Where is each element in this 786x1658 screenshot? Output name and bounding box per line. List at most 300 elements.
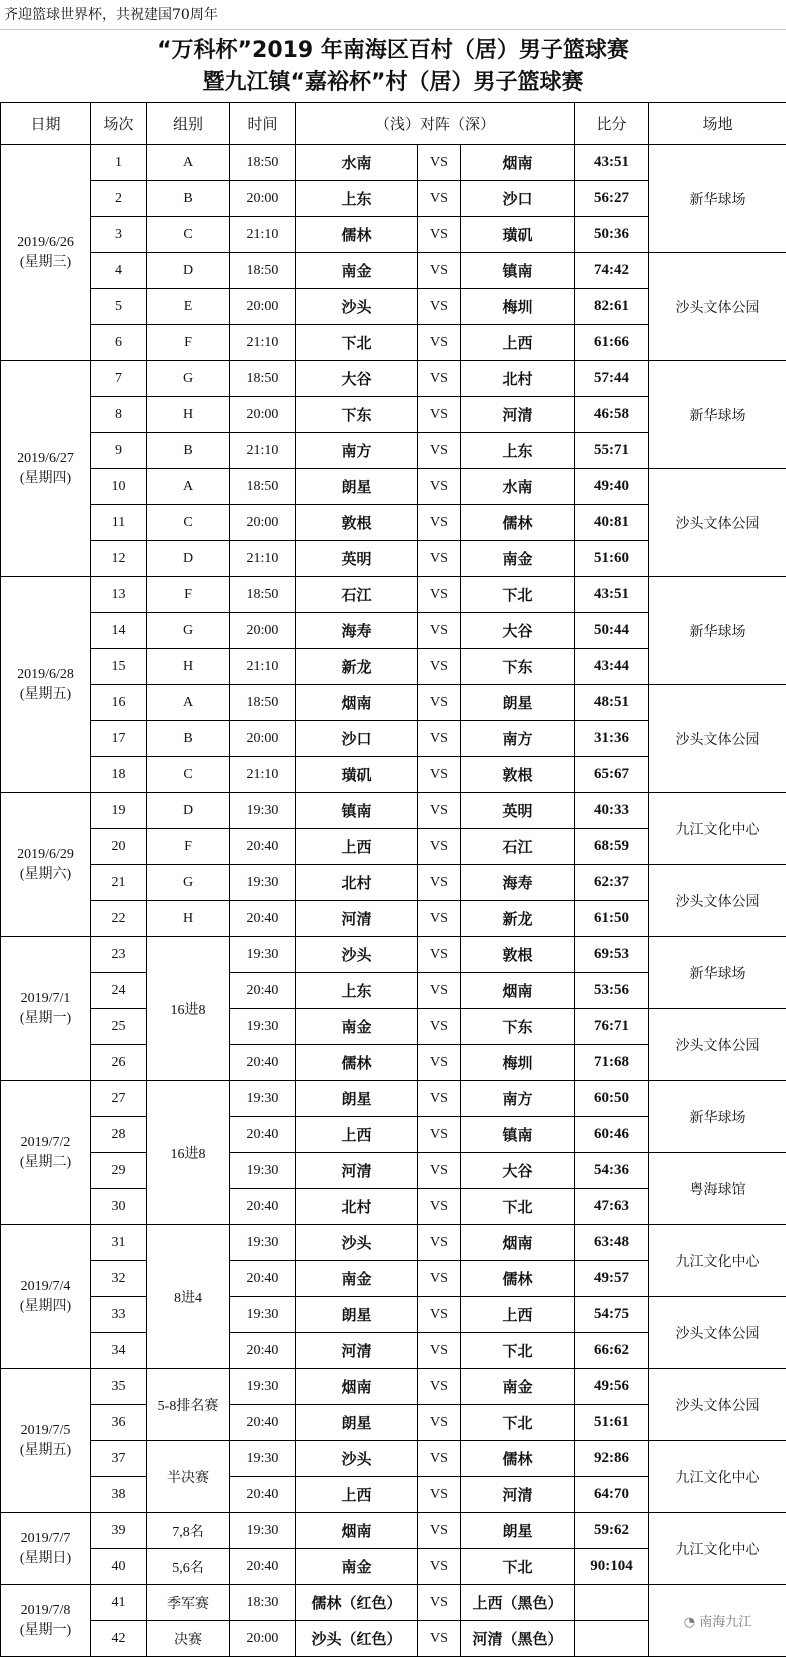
vs-label: VS bbox=[418, 433, 461, 469]
header-time: 时间 bbox=[230, 103, 296, 145]
home-team: 海寿 bbox=[296, 613, 418, 649]
group-cell: 5,6名 bbox=[147, 1549, 230, 1585]
group-cell: F bbox=[147, 829, 230, 865]
match-number: 10 bbox=[91, 469, 147, 505]
home-team: 下东 bbox=[296, 397, 418, 433]
match-time: 21:10 bbox=[230, 541, 296, 577]
group-cell: C bbox=[147, 505, 230, 541]
match-time: 21:10 bbox=[230, 433, 296, 469]
date-cell bbox=[1, 1369, 91, 1513]
home-team: 南金 bbox=[296, 253, 418, 289]
vs-label: VS bbox=[418, 1081, 461, 1117]
match-time: 20:40 bbox=[230, 1045, 296, 1081]
date-cell bbox=[1, 1225, 91, 1369]
match-time: 20:40 bbox=[230, 1477, 296, 1513]
venue-cell: 新华球场 bbox=[649, 361, 786, 469]
banner: 齐迎篮球世界杯，共祝建国70周年 bbox=[0, 0, 786, 30]
date-text: 2019/7/1 bbox=[20, 990, 71, 1006]
score: 68:59 bbox=[575, 829, 649, 865]
vs-label: VS bbox=[418, 1045, 461, 1081]
header-score: 比分 bbox=[575, 103, 649, 145]
home-team: 河清 bbox=[296, 1333, 418, 1369]
match-time: 18:50 bbox=[230, 145, 296, 181]
header-group: 组别 bbox=[147, 103, 230, 145]
group-cell: 5-8排名赛 bbox=[147, 1369, 230, 1441]
group-cell: B bbox=[147, 181, 230, 217]
score: 50:36 bbox=[575, 217, 649, 253]
home-team: 水南 bbox=[296, 145, 418, 181]
table-row bbox=[1, 1081, 786, 1117]
match-time: 18:50 bbox=[230, 685, 296, 721]
score: 43:51 bbox=[575, 145, 649, 181]
vs-label: VS bbox=[418, 973, 461, 1009]
home-team: 北村 bbox=[296, 865, 418, 901]
match-time: 21:10 bbox=[230, 217, 296, 253]
venue-cell: 沙头文体公园 bbox=[649, 1009, 786, 1081]
vs-label: VS bbox=[418, 253, 461, 289]
match-number: 30 bbox=[91, 1189, 147, 1225]
home-team: 石江 bbox=[296, 577, 418, 613]
score: 69:53 bbox=[575, 937, 649, 973]
score: 76:71 bbox=[575, 1009, 649, 1045]
home-team: 朗星 bbox=[296, 1297, 418, 1333]
group-cell: B bbox=[147, 721, 230, 757]
table-row bbox=[1, 1297, 786, 1333]
away-team: 上东 bbox=[461, 433, 575, 469]
table-row bbox=[1, 1153, 786, 1189]
match-number: 39 bbox=[91, 1513, 147, 1549]
vs-label: VS bbox=[418, 1333, 461, 1369]
header-date: 日期 bbox=[1, 103, 91, 145]
table-row bbox=[1, 1513, 786, 1549]
date-text: 2019/7/8 bbox=[20, 1602, 71, 1618]
match-time: 21:10 bbox=[230, 325, 296, 361]
match-time: 18:50 bbox=[230, 361, 296, 397]
match-time: 20:00 bbox=[230, 1621, 296, 1657]
home-team: 沙头 bbox=[296, 937, 418, 973]
date-cell bbox=[1, 145, 91, 361]
match-time: 20:40 bbox=[230, 1189, 296, 1225]
score: 92:86 bbox=[575, 1441, 649, 1477]
group-cell: F bbox=[147, 577, 230, 613]
match-number: 28 bbox=[91, 1117, 147, 1153]
title-line-2: 暨九江镇“嘉裕杯”村（居）男子篮球赛 bbox=[202, 70, 584, 95]
venue-cell: 沙头文体公园 bbox=[649, 865, 786, 937]
match-number: 23 bbox=[91, 937, 147, 973]
away-team: 大谷 bbox=[461, 1153, 575, 1189]
match-time: 19:30 bbox=[230, 1441, 296, 1477]
score: 65:67 bbox=[575, 757, 649, 793]
home-team: 英明 bbox=[296, 541, 418, 577]
group-cell: D bbox=[147, 793, 230, 829]
away-team: 南金 bbox=[461, 1369, 575, 1405]
match-number: 3 bbox=[91, 217, 147, 253]
venue-cell: 新华球场 bbox=[649, 145, 786, 253]
away-team: 梅圳 bbox=[461, 289, 575, 325]
header-row bbox=[1, 103, 786, 145]
schedule-table bbox=[0, 102, 786, 1657]
home-team: 烟南 bbox=[296, 685, 418, 721]
vs-label: VS bbox=[418, 865, 461, 901]
home-team: 沙头 bbox=[296, 1225, 418, 1261]
away-team: 下北 bbox=[461, 577, 575, 613]
date-text: (星期一) bbox=[19, 1010, 72, 1026]
vs-label: VS bbox=[418, 145, 461, 181]
date-text: (星期二) bbox=[19, 1154, 72, 1170]
vs-label: VS bbox=[418, 1513, 461, 1549]
match-number: 31 bbox=[91, 1225, 147, 1261]
table-row bbox=[1, 577, 786, 613]
group-cell: 8进4 bbox=[147, 1225, 230, 1369]
date-text: 2019/6/29 bbox=[17, 846, 74, 862]
group-cell: C bbox=[147, 757, 230, 793]
date-text: 2019/6/27 bbox=[17, 450, 74, 466]
watermark: ◔ 南海九江 bbox=[683, 1615, 752, 1630]
away-team: 河清 bbox=[461, 1477, 575, 1513]
match-number: 5 bbox=[91, 289, 147, 325]
score: 49:57 bbox=[575, 1261, 649, 1297]
match-number: 37 bbox=[91, 1441, 147, 1477]
away-team: 镇南 bbox=[461, 253, 575, 289]
score: 82:61 bbox=[575, 289, 649, 325]
away-team: 河清 bbox=[461, 397, 575, 433]
vs-label: VS bbox=[418, 649, 461, 685]
group-cell: 季军赛 bbox=[147, 1585, 230, 1621]
home-team: 敦根 bbox=[296, 505, 418, 541]
score: 51:61 bbox=[575, 1405, 649, 1441]
match-time: 19:30 bbox=[230, 1513, 296, 1549]
match-number: 27 bbox=[91, 1081, 147, 1117]
match-number: 8 bbox=[91, 397, 147, 433]
title-line-1: “万科杯”2019 年南海区百村（居）男子篮球赛 bbox=[157, 38, 629, 63]
home-team: 上东 bbox=[296, 973, 418, 1009]
score: 55:71 bbox=[575, 433, 649, 469]
away-team: 朗星 bbox=[461, 1513, 575, 1549]
group-cell: H bbox=[147, 397, 230, 433]
match-number: 17 bbox=[91, 721, 147, 757]
vs-label: VS bbox=[418, 1261, 461, 1297]
home-team: 朗星 bbox=[296, 1405, 418, 1441]
match-number: 36 bbox=[91, 1405, 147, 1441]
vs-label: VS bbox=[418, 1621, 461, 1657]
match-time: 19:30 bbox=[230, 1153, 296, 1189]
match-time: 20:40 bbox=[230, 901, 296, 937]
group-cell: G bbox=[147, 613, 230, 649]
home-team: 河清 bbox=[296, 901, 418, 937]
date-cell bbox=[1, 361, 91, 577]
match-time: 19:30 bbox=[230, 1081, 296, 1117]
date-cell bbox=[1, 577, 91, 793]
group-cell: 16进8 bbox=[147, 937, 230, 1081]
score: 66:62 bbox=[575, 1333, 649, 1369]
score: 59:62 bbox=[575, 1513, 649, 1549]
match-number: 18 bbox=[91, 757, 147, 793]
vs-label: VS bbox=[418, 1369, 461, 1405]
venue-cell: 沙头文体公园 bbox=[649, 253, 786, 361]
score: 40:81 bbox=[575, 505, 649, 541]
match-time: 20:00 bbox=[230, 397, 296, 433]
group-cell: D bbox=[147, 541, 230, 577]
group-cell: G bbox=[147, 865, 230, 901]
match-number: 21 bbox=[91, 865, 147, 901]
home-team: 南金 bbox=[296, 1549, 418, 1585]
match-time: 21:10 bbox=[230, 757, 296, 793]
home-team: 儒林（红色） bbox=[296, 1585, 418, 1621]
away-team: 敦根 bbox=[461, 757, 575, 793]
home-team: 上东 bbox=[296, 181, 418, 217]
group-cell: 半决赛 bbox=[147, 1441, 230, 1513]
venue-cell: 沙头文体公园 bbox=[649, 1369, 786, 1441]
venue-cell: 九江文化中心 bbox=[649, 1225, 786, 1297]
away-team: 沙口 bbox=[461, 181, 575, 217]
date-text: (星期日) bbox=[19, 1550, 72, 1566]
vs-label: VS bbox=[418, 793, 461, 829]
date-text: 2019/7/4 bbox=[20, 1278, 71, 1294]
date-text: (星期五) bbox=[19, 686, 72, 702]
home-team: 儒林 bbox=[296, 1045, 418, 1081]
score: 50:44 bbox=[575, 613, 649, 649]
match-number: 41 bbox=[91, 1585, 147, 1621]
score: 71:68 bbox=[575, 1045, 649, 1081]
group-cell: 7,8名 bbox=[147, 1513, 230, 1549]
match-time: 20:40 bbox=[230, 1405, 296, 1441]
score: 40:33 bbox=[575, 793, 649, 829]
match-number: 16 bbox=[91, 685, 147, 721]
vs-label: VS bbox=[418, 685, 461, 721]
date-text: (星期五) bbox=[19, 1442, 72, 1458]
score: 48:51 bbox=[575, 685, 649, 721]
header-venue: 场地 bbox=[649, 103, 786, 145]
match-time: 18:30 bbox=[230, 1585, 296, 1621]
home-team: 南金 bbox=[296, 1009, 418, 1045]
home-team: 沙头 bbox=[296, 1441, 418, 1477]
away-team: 下北 bbox=[461, 1405, 575, 1441]
group-cell: D bbox=[147, 253, 230, 289]
date-text: (星期四) bbox=[19, 1298, 72, 1314]
home-team: 南金 bbox=[296, 1261, 418, 1297]
home-team: 朗星 bbox=[296, 1081, 418, 1117]
away-team: 下东 bbox=[461, 1009, 575, 1045]
vs-label: VS bbox=[418, 577, 461, 613]
vs-label: VS bbox=[418, 1549, 461, 1585]
match-time: 20:00 bbox=[230, 289, 296, 325]
match-number: 12 bbox=[91, 541, 147, 577]
away-team: 大谷 bbox=[461, 613, 575, 649]
match-time: 19:30 bbox=[230, 1225, 296, 1261]
venue-cell bbox=[649, 1585, 786, 1657]
match-number: 25 bbox=[91, 1009, 147, 1045]
match-number: 9 bbox=[91, 433, 147, 469]
match-time: 20:00 bbox=[230, 721, 296, 757]
score: 61:50 bbox=[575, 901, 649, 937]
table-row bbox=[1, 253, 786, 289]
match-number: 29 bbox=[91, 1153, 147, 1189]
match-number: 4 bbox=[91, 253, 147, 289]
venue-cell: 九江文化中心 bbox=[649, 1513, 786, 1585]
match-number: 38 bbox=[91, 1477, 147, 1513]
match-time: 20:40 bbox=[230, 1261, 296, 1297]
score bbox=[575, 1621, 649, 1657]
away-team: 海寿 bbox=[461, 865, 575, 901]
match-number: 22 bbox=[91, 901, 147, 937]
away-team: 敦根 bbox=[461, 937, 575, 973]
score: 54:75 bbox=[575, 1297, 649, 1333]
match-number: 6 bbox=[91, 325, 147, 361]
venue-cell: 粤海球馆 bbox=[649, 1153, 786, 1225]
match-time: 18:50 bbox=[230, 253, 296, 289]
group-cell: B bbox=[147, 433, 230, 469]
away-team: 下北 bbox=[461, 1549, 575, 1585]
group-cell: H bbox=[147, 901, 230, 937]
vs-label: VS bbox=[418, 937, 461, 973]
home-team: 沙头（红色） bbox=[296, 1621, 418, 1657]
header-match-no: 场次 bbox=[91, 103, 147, 145]
away-team: 梅圳 bbox=[461, 1045, 575, 1081]
date-text: 2019/7/2 bbox=[20, 1134, 71, 1150]
score: 43:44 bbox=[575, 649, 649, 685]
away-team: 上西 bbox=[461, 1297, 575, 1333]
away-team: 下东 bbox=[461, 649, 575, 685]
table-row bbox=[1, 937, 786, 973]
vs-label: VS bbox=[418, 829, 461, 865]
vs-label: VS bbox=[418, 613, 461, 649]
home-team: 烟南 bbox=[296, 1369, 418, 1405]
date-cell bbox=[1, 1081, 91, 1225]
table-row bbox=[1, 469, 786, 505]
away-team: 石江 bbox=[461, 829, 575, 865]
date-cell bbox=[1, 1513, 91, 1585]
date-text: 2019/6/28 bbox=[17, 666, 74, 682]
venue-cell: 新华球场 bbox=[649, 577, 786, 685]
match-time: 18:50 bbox=[230, 577, 296, 613]
vs-label: VS bbox=[418, 181, 461, 217]
home-team: 璜矶 bbox=[296, 757, 418, 793]
vs-label: VS bbox=[418, 505, 461, 541]
away-team: 上西 bbox=[461, 325, 575, 361]
home-team: 北村 bbox=[296, 1189, 418, 1225]
home-team: 上西 bbox=[296, 1117, 418, 1153]
group-cell: G bbox=[147, 361, 230, 397]
score: 56:27 bbox=[575, 181, 649, 217]
vs-label: VS bbox=[418, 1225, 461, 1261]
score: 62:37 bbox=[575, 865, 649, 901]
date-text: (星期六) bbox=[19, 866, 72, 882]
header-matchup: （浅）对阵（深） bbox=[296, 103, 575, 145]
group-cell: A bbox=[147, 685, 230, 721]
match-time: 20:40 bbox=[230, 1549, 296, 1585]
match-number: 35 bbox=[91, 1369, 147, 1405]
home-team: 烟南 bbox=[296, 1513, 418, 1549]
match-number: 7 bbox=[91, 361, 147, 397]
table-row bbox=[1, 1441, 786, 1477]
vs-label: VS bbox=[418, 1297, 461, 1333]
match-number: 19 bbox=[91, 793, 147, 829]
date-text: (星期一) bbox=[19, 1622, 72, 1638]
home-team: 河清 bbox=[296, 1153, 418, 1189]
vs-label: VS bbox=[418, 469, 461, 505]
vs-label: VS bbox=[418, 289, 461, 325]
home-team: 大谷 bbox=[296, 361, 418, 397]
table-row bbox=[1, 1369, 786, 1405]
date-text: (星期三) bbox=[19, 254, 72, 270]
vs-label: VS bbox=[418, 721, 461, 757]
match-number: 11 bbox=[91, 505, 147, 541]
score bbox=[575, 1585, 649, 1621]
date-text: 2019/6/26 bbox=[17, 234, 74, 250]
vs-label: VS bbox=[418, 361, 461, 397]
score: 49:56 bbox=[575, 1369, 649, 1405]
table-row bbox=[1, 865, 786, 901]
vs-label: VS bbox=[418, 217, 461, 253]
venue-cell: 九江文化中心 bbox=[649, 793, 786, 865]
group-cell: E bbox=[147, 289, 230, 325]
venue-cell: 九江文化中心 bbox=[649, 1441, 786, 1513]
group-cell: 16进8 bbox=[147, 1081, 230, 1225]
vs-label: VS bbox=[418, 397, 461, 433]
table-row bbox=[1, 145, 786, 181]
match-time: 19:30 bbox=[230, 1297, 296, 1333]
match-number: 33 bbox=[91, 1297, 147, 1333]
away-team: 烟南 bbox=[461, 145, 575, 181]
match-time: 20:00 bbox=[230, 181, 296, 217]
group-cell: C bbox=[147, 217, 230, 253]
away-team: 下北 bbox=[461, 1333, 575, 1369]
match-time: 20:00 bbox=[230, 505, 296, 541]
table-row bbox=[1, 1225, 786, 1261]
vs-label: VS bbox=[418, 1585, 461, 1621]
home-team: 下北 bbox=[296, 325, 418, 361]
vs-label: VS bbox=[418, 1189, 461, 1225]
home-team: 上西 bbox=[296, 1477, 418, 1513]
match-time: 20:40 bbox=[230, 1333, 296, 1369]
match-time: 19:30 bbox=[230, 865, 296, 901]
score: 49:40 bbox=[575, 469, 649, 505]
score: 61:66 bbox=[575, 325, 649, 361]
group-cell: H bbox=[147, 649, 230, 685]
vs-label: VS bbox=[418, 757, 461, 793]
score: 53:56 bbox=[575, 973, 649, 1009]
home-team: 镇南 bbox=[296, 793, 418, 829]
score: 54:36 bbox=[575, 1153, 649, 1189]
score: 63:48 bbox=[575, 1225, 649, 1261]
score: 60:46 bbox=[575, 1117, 649, 1153]
match-number: 1 bbox=[91, 145, 147, 181]
table-row bbox=[1, 361, 786, 397]
match-number: 40 bbox=[91, 1549, 147, 1585]
venue-cell: 沙头文体公园 bbox=[649, 685, 786, 793]
score: 90:104 bbox=[575, 1549, 649, 1585]
away-team: 儒林 bbox=[461, 1261, 575, 1297]
vs-label: VS bbox=[418, 1009, 461, 1045]
away-team: 英明 bbox=[461, 793, 575, 829]
away-team: 烟南 bbox=[461, 973, 575, 1009]
match-number: 14 bbox=[91, 613, 147, 649]
match-number: 34 bbox=[91, 1333, 147, 1369]
away-team: 下北 bbox=[461, 1189, 575, 1225]
date-text: 2019/7/7 bbox=[20, 1530, 71, 1546]
away-team: 南方 bbox=[461, 1081, 575, 1117]
score: 43:51 bbox=[575, 577, 649, 613]
match-time: 19:30 bbox=[230, 937, 296, 973]
match-number: 24 bbox=[91, 973, 147, 1009]
vs-label: VS bbox=[418, 541, 461, 577]
home-team: 朗星 bbox=[296, 469, 418, 505]
date-text: (星期四) bbox=[19, 470, 72, 486]
score: 46:58 bbox=[575, 397, 649, 433]
group-cell: F bbox=[147, 325, 230, 361]
score: 74:42 bbox=[575, 253, 649, 289]
vs-label: VS bbox=[418, 325, 461, 361]
